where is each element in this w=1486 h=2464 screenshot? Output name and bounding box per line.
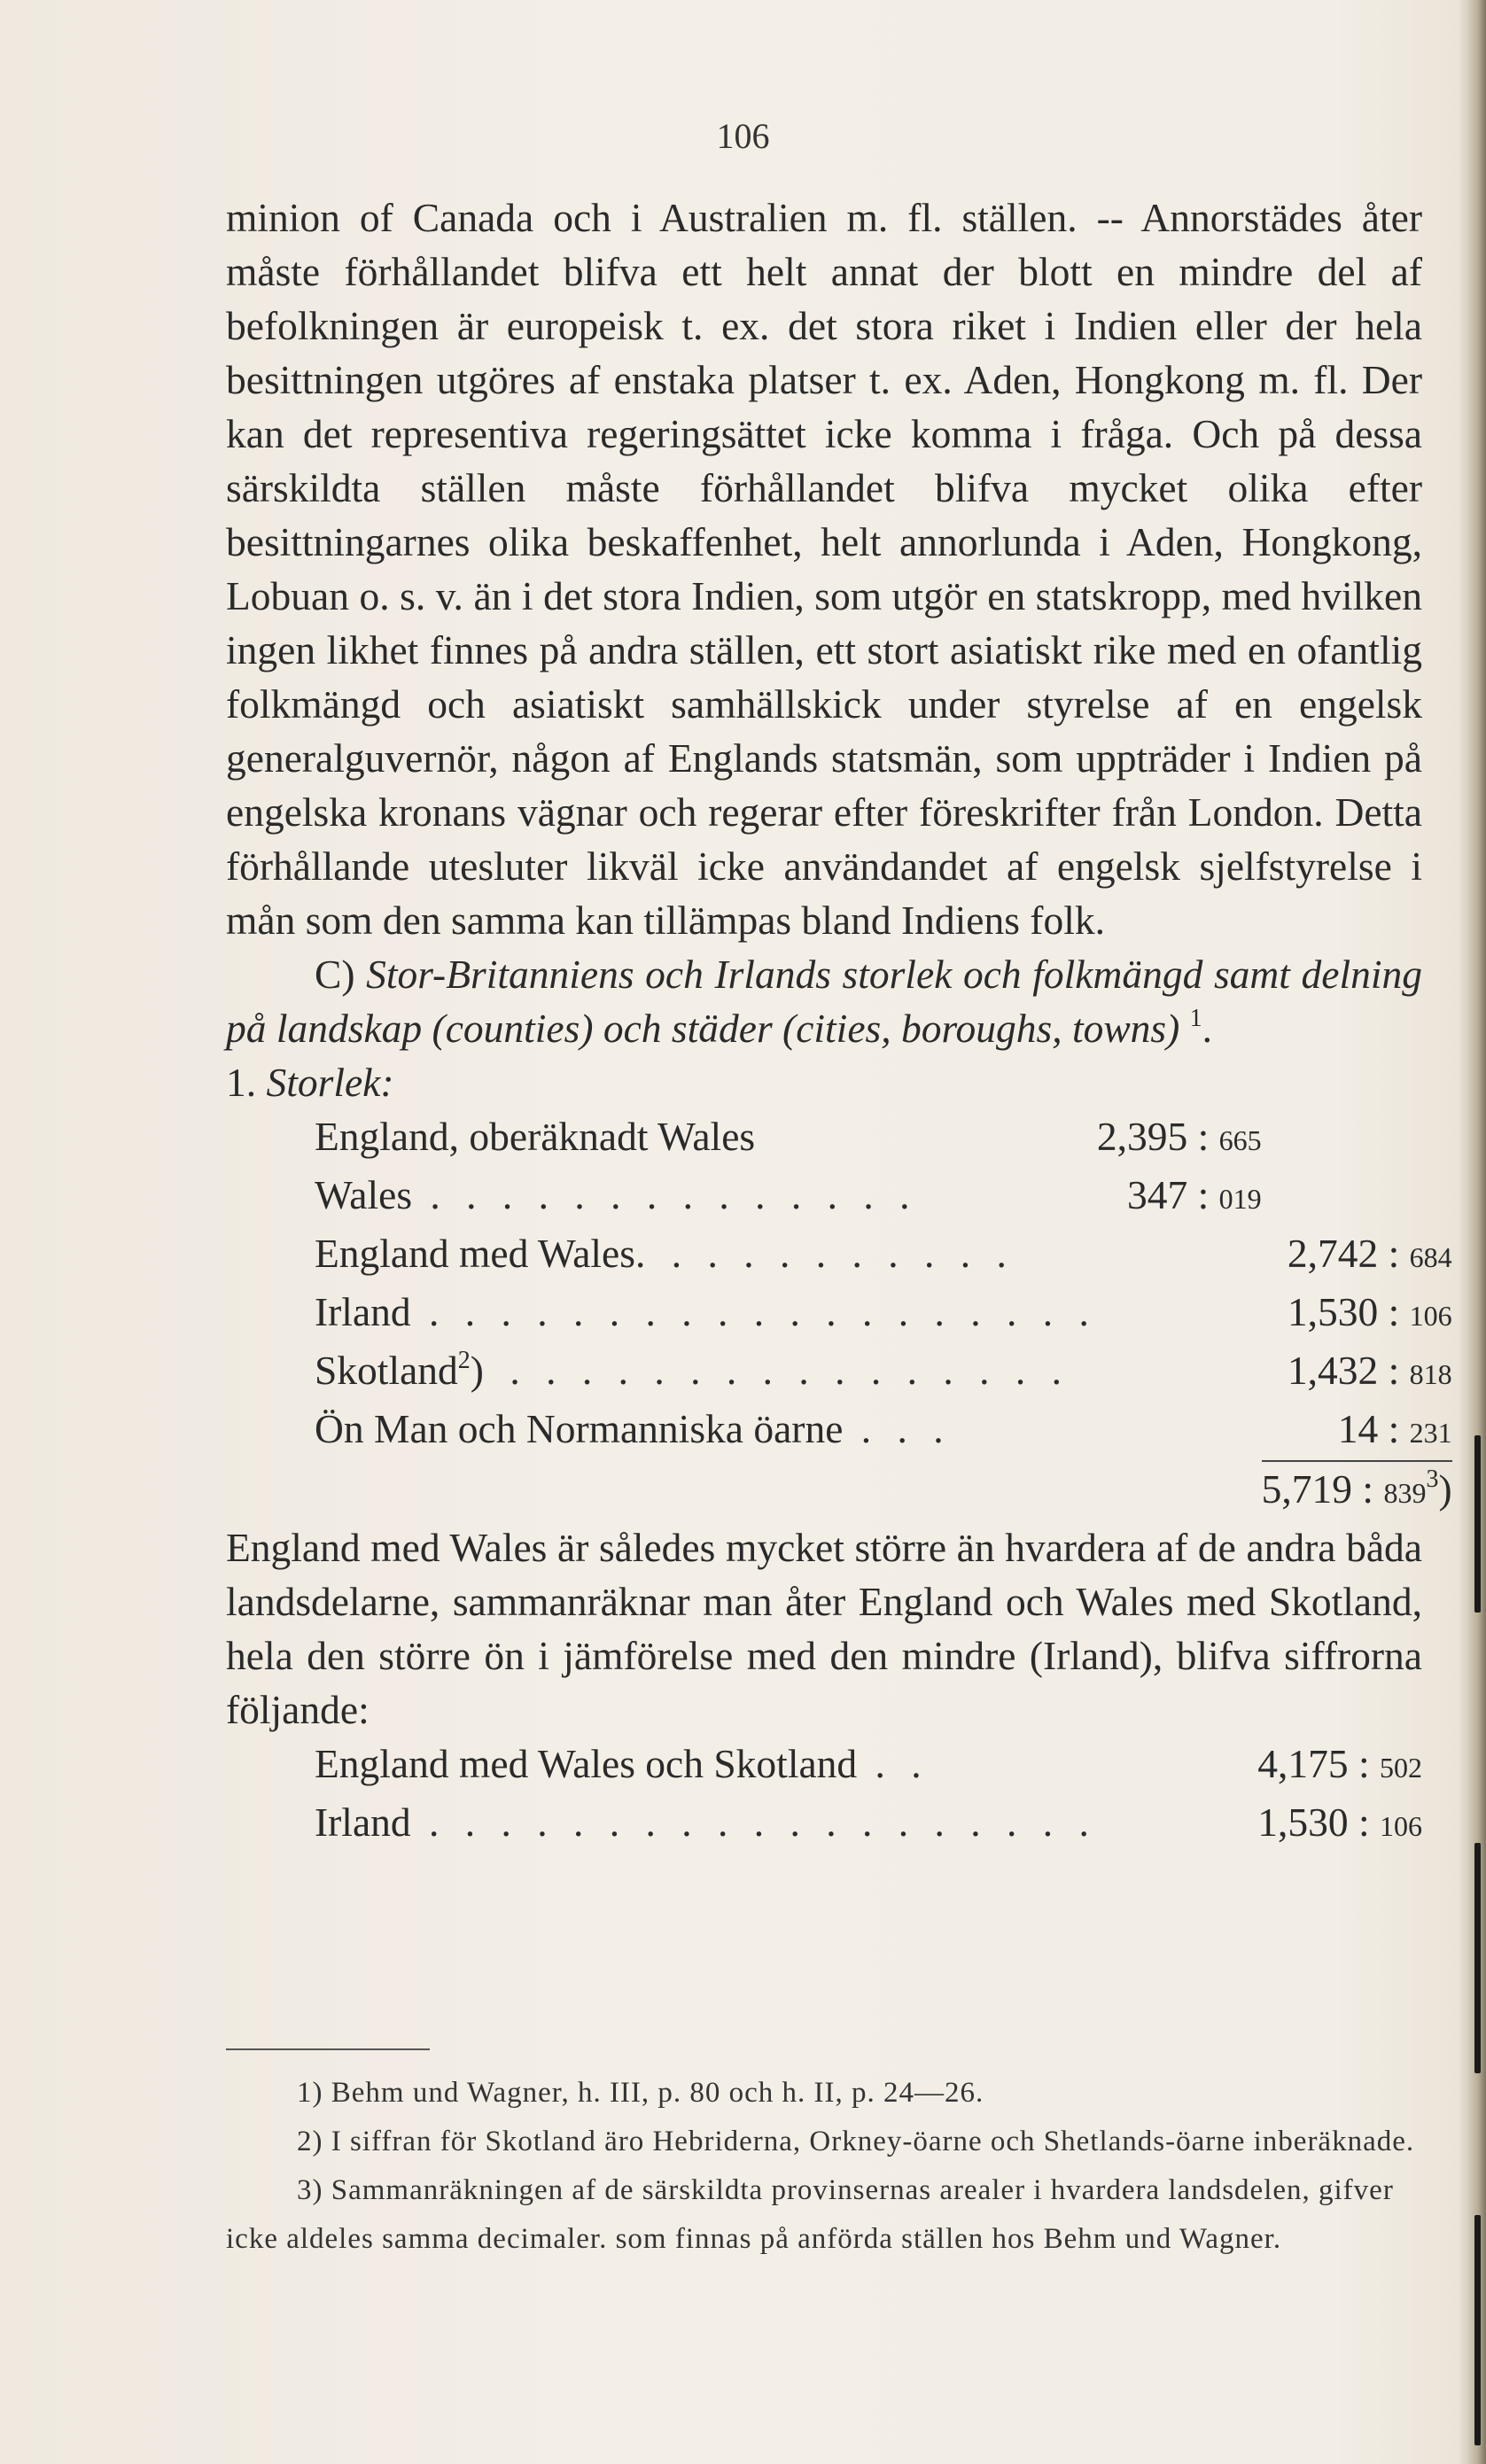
footnote-text: Sammanräkningen af de särskildta provinsernas arealer i hvardera landsdelen, gifver icke aldeles samma decimaler. som finnas på anförda ställen hos Behm und Wagner. bbox=[226, 2174, 1394, 2255]
total-decimal: 839 bbox=[1383, 1477, 1427, 1509]
total-value: 5,719 : $839^3$) bbox=[1262, 1461, 1452, 1520]
col1-decimal: 019 bbox=[1218, 1183, 1262, 1215]
col1-decimal: 665 bbox=[1218, 1124, 1262, 1156]
area-table bbox=[315, 1109, 1452, 1520]
row-name-cell bbox=[315, 1109, 1097, 1168]
table-row bbox=[315, 1285, 1452, 1343]
page-edge-mark bbox=[1474, 1435, 1481, 1613]
spacer-cell bbox=[1138, 1795, 1246, 1854]
footnote-ref: 2) bbox=[297, 2126, 323, 2157]
col1-integer: 2,395 bbox=[1096, 1114, 1188, 1159]
subsection-title: Storlek: bbox=[266, 1060, 394, 1105]
page-edge-mark bbox=[1474, 1843, 1481, 2073]
footnote-text: Behm und Wagner, h. III, p. 80 och h. II, p. 24—26. bbox=[331, 2077, 984, 2109]
value-decimal: 106 bbox=[1380, 1810, 1422, 1842]
comparison-table bbox=[315, 1737, 1422, 1854]
row-name-cell bbox=[315, 1285, 1097, 1343]
total-spacer bbox=[1097, 1461, 1262, 1520]
page-number: 106 bbox=[716, 116, 770, 156]
col1-value: 347 : 019 bbox=[1127, 1172, 1262, 1217]
col2-decimal: 818 bbox=[1409, 1358, 1452, 1390]
subsection-heading bbox=[226, 1055, 1422, 1109]
col2-integer: 2,742 bbox=[1287, 1231, 1379, 1276]
col2-integer: 1,530 bbox=[1287, 1289, 1379, 1334]
col1-value bbox=[1097, 1343, 1262, 1402]
col2-value: 1,530 : 106 bbox=[1287, 1289, 1452, 1334]
col1-value bbox=[1097, 1285, 1262, 1343]
col2-decimal: 106 bbox=[1409, 1300, 1452, 1332]
table-row bbox=[315, 1109, 1452, 1168]
col2-value bbox=[1262, 1168, 1452, 1226]
page-edge-mark bbox=[1474, 2215, 1481, 2445]
value-cell: 4,175 : 502 bbox=[1257, 1741, 1422, 1786]
col1-value: 2,395 : 665 bbox=[1096, 1114, 1262, 1159]
page-edge bbox=[1459, 0, 1486, 2464]
row-name-cell bbox=[315, 1168, 1097, 1226]
section-heading bbox=[226, 947, 1422, 1055]
table-row bbox=[315, 1226, 1452, 1285]
col1-value bbox=[1097, 1402, 1262, 1461]
value-integer: 1,530 bbox=[1257, 1799, 1349, 1845]
table-row bbox=[315, 1168, 1452, 1226]
col2-decimal: 684 bbox=[1409, 1241, 1452, 1273]
table-row bbox=[315, 1795, 1422, 1854]
table-row bbox=[315, 1402, 1452, 1461]
col2-value: 2,742 : 684 bbox=[1287, 1231, 1452, 1276]
row-name-cell bbox=[315, 1795, 1138, 1854]
footnote bbox=[226, 2166, 1422, 2264]
row-name-cell bbox=[315, 1226, 1097, 1285]
footnotes bbox=[226, 2069, 1422, 2264]
col2-value: 1,432 : 818 bbox=[1287, 1348, 1452, 1393]
row-name-cell bbox=[315, 1737, 1138, 1795]
footnote bbox=[226, 2069, 1422, 2118]
page-body bbox=[226, 190, 1452, 1854]
value-decimal: 502 bbox=[1380, 1752, 1422, 1784]
col2-value: 14 : 231 bbox=[1337, 1406, 1452, 1451]
dot-leaders: . . . . . . . . . . . bbox=[634, 1231, 1015, 1276]
table-row bbox=[315, 1737, 1422, 1795]
col1-integer: 347 bbox=[1127, 1172, 1188, 1217]
spacer-cell bbox=[1138, 1737, 1246, 1795]
row-name: Ön Man och Normanniska öarne bbox=[315, 1406, 844, 1451]
col2-integer: 1,432 bbox=[1287, 1348, 1379, 1393]
subsection-number: 1. bbox=[226, 1060, 257, 1105]
footnote-ref: 1 bbox=[1189, 1005, 1202, 1032]
section-suffix: . bbox=[1202, 1006, 1213, 1051]
row-name: England med Wales bbox=[315, 1231, 635, 1276]
paragraph-1: minion of Canada och i Australien m. fl. ställen. -- Annorstädes åter måste förhållandet blifva ett helt annat der blott en mindre del af befolkningen är europeisk t. ex. det stora riket i Indien eller der hela besittningen utgöres af enstaka platser t. ex. Aden, Hongkong m. fl. Der kan det representiva regeringsättet icke komma i fråga. Och på dessa särskildta ställen måste förhållandet blifva mycket olika efter besittningarnes olika beskaffenhet, helt annorlunda i Aden, Hongkong, Lobuan o. s. v. än i det stora Indien, som utgör en statskropp, med hvilken ingen likhet finnes på andra ställen, ett stort asiatiskt rike med en ofantlig folkmängd och asiatiskt samhällskick under styrelse af en engelsk generalguvernör, någon af Englands statsmän, som uppträder i Indien på engelska kronans vägnar och regerar efter föreskrifter från London. Detta förhållande utesluter likväl icke användandet af engelsk sjelfstyrelse i mån som den samma kan tillämpas bland Indiens folk. bbox=[226, 195, 1422, 943]
footnote-ref: 2 bbox=[457, 1347, 471, 1374]
row-name-cell bbox=[315, 1402, 1097, 1461]
row-name: England med Wales och Skotland bbox=[315, 1741, 858, 1786]
row-name: Skotland bbox=[315, 1348, 458, 1393]
dot-leaders: ) . . . . . . . . . . . . . . . . bbox=[470, 1348, 1070, 1393]
col2-decimal: 231 bbox=[1409, 1417, 1452, 1449]
footnote-text: I siffran för Skotland äro Hebriderna, Orkney-öarne och Shetlands-öarne inberäknade. bbox=[331, 2126, 1415, 2157]
col1-value bbox=[1097, 1226, 1262, 1285]
section-label: C) bbox=[315, 952, 355, 997]
section-title: Stor-Britanniens och Irlands storlek och folkmängd samt delning på landskap (counties) och städer (cities, boroughs, towns) bbox=[226, 952, 1422, 1051]
dot-leaders: . . . . . . . . . . . . . . bbox=[412, 1172, 918, 1217]
row-name: Wales bbox=[315, 1172, 413, 1217]
total-row bbox=[315, 1461, 1452, 1520]
dot-leaders: . . . . . . . . . . . . . . . . . . . bbox=[410, 1799, 1097, 1845]
col2-integer: 14 bbox=[1337, 1406, 1379, 1451]
total-integer: 5,719 bbox=[1261, 1466, 1353, 1512]
dot-leaders: . . bbox=[857, 1741, 930, 1786]
total-spacer bbox=[315, 1461, 1097, 1520]
row-name: Irland bbox=[315, 1289, 411, 1334]
footnote bbox=[226, 2118, 1422, 2166]
col2-value bbox=[1262, 1109, 1452, 1168]
value-integer: 4,175 bbox=[1257, 1741, 1349, 1786]
dot-leaders: . . . . . . . . . . . . . . . . . . . bbox=[410, 1289, 1097, 1334]
dot-leaders: . . . bbox=[843, 1406, 952, 1451]
footnote-ref: 3) bbox=[297, 2174, 323, 2206]
row-name: Irland bbox=[315, 1799, 411, 1845]
paragraph-2: England med Wales är således mycket större än hvardera af de andra båda landsdelarne, sammanräknar man åter England och Wales med Skotland, hela den större ön i jämförelse med den mindre (Irland), blifva siffrorna följande: bbox=[226, 1525, 1422, 1732]
footnote-ref: 3 bbox=[1426, 1465, 1439, 1493]
row-name: England, oberäknadt Wales bbox=[315, 1114, 756, 1159]
table-row bbox=[315, 1343, 1452, 1402]
row-name-cell bbox=[315, 1343, 1097, 1402]
value-cell: 1,530 : 106 bbox=[1257, 1799, 1422, 1845]
footnote-rule bbox=[226, 2048, 430, 2050]
footnote-ref: 1) bbox=[297, 2077, 323, 2109]
